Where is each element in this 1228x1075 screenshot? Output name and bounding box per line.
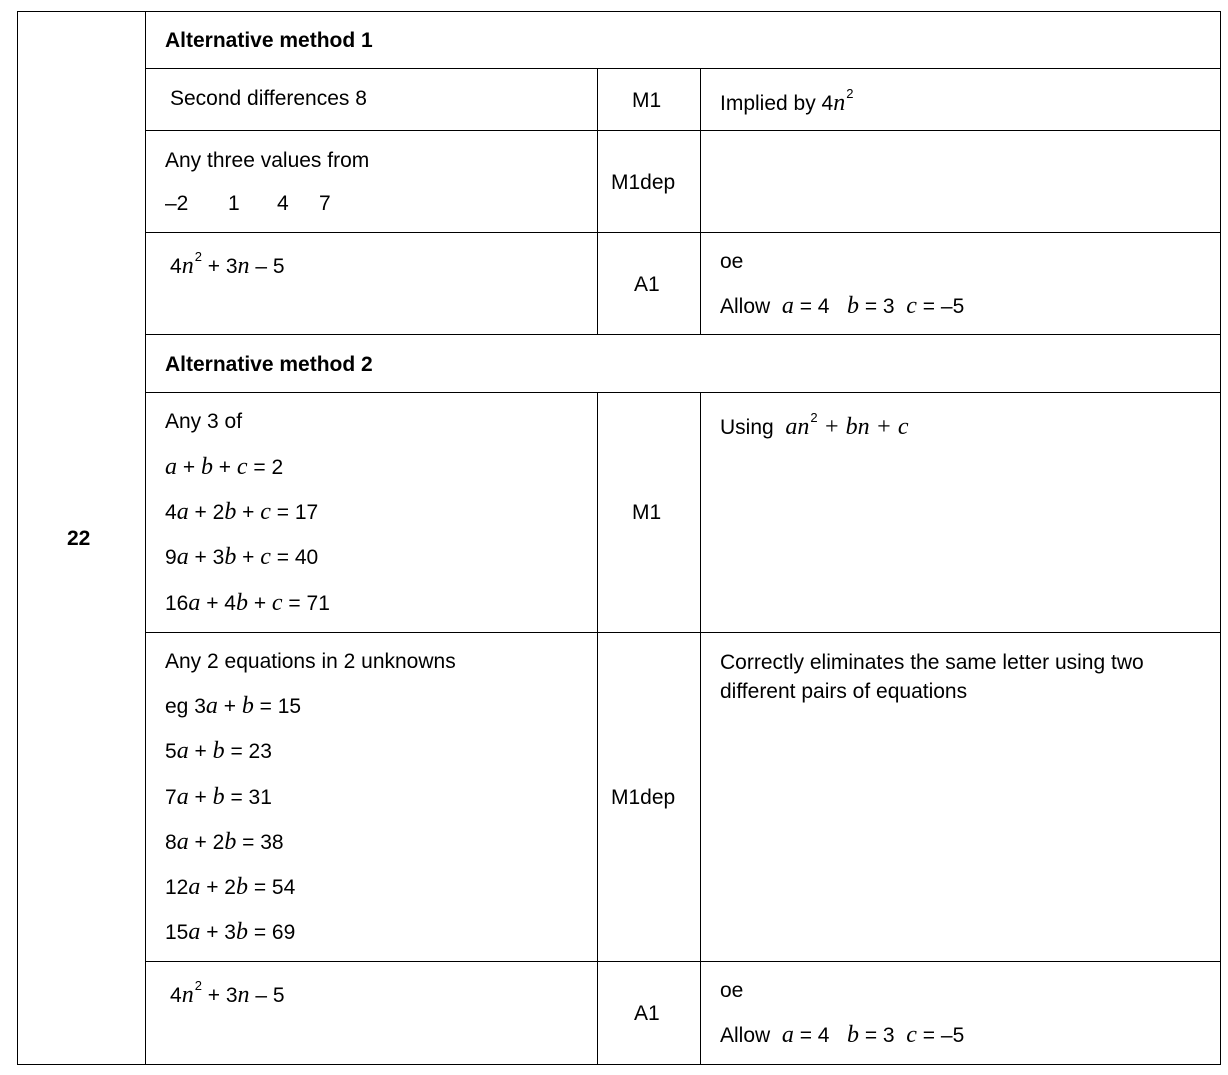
m1-row2-value: –2 [165, 192, 189, 215]
rhs: = 31 [224, 786, 272, 809]
m1-row3-work [170, 249, 285, 281]
var-c: c [236, 454, 248, 480]
m1-row2-work: Any three values from [165, 149, 370, 172]
coef: 4 [170, 255, 182, 278]
rhs: = 54 [247, 876, 296, 899]
var-a: a [176, 784, 189, 810]
m2-row1-eq: 4a + 2b + c = 17 [165, 499, 319, 525]
coef: 15 [165, 921, 189, 944]
term: – 5 [249, 984, 285, 1007]
var-b: b [847, 293, 859, 319]
var-c: c [260, 499, 271, 525]
m2-row2-eq [165, 694, 301, 719]
var-b: b [224, 829, 237, 855]
var-b: b [241, 693, 254, 719]
var-a: a [176, 544, 189, 570]
m2-row3-comment-oe: oe [720, 979, 744, 1002]
row-divider [145, 632, 1221, 633]
var-n: n [181, 982, 194, 1008]
var-b: b [200, 454, 213, 480]
rhs: = 17 [270, 501, 319, 524]
allow-label: Allow [720, 1024, 771, 1047]
m2-row2-eq [165, 785, 272, 810]
var-a: a [176, 738, 189, 764]
coef: + 4 [200, 592, 236, 615]
method1-heading: Alternative method 1 [165, 29, 373, 52]
coef: + [188, 740, 213, 763]
var-b: b [235, 590, 248, 616]
rhs: = 40 [270, 546, 319, 569]
coef: 9 [165, 546, 177, 569]
coef: 12 [165, 876, 189, 899]
row-divider [145, 130, 1221, 131]
coef: 4 [165, 501, 177, 524]
coef: + [217, 695, 242, 718]
m2-row3-mark: A1 [634, 1002, 660, 1025]
m2-row2-eq [165, 875, 295, 900]
coef: + 3 [188, 546, 225, 569]
value: = –5 [916, 295, 965, 318]
var-n: n [237, 253, 250, 279]
var-b: b [224, 544, 237, 570]
allow-label: Allow [720, 295, 771, 318]
coef: 5 [165, 740, 177, 763]
value: = 3 [859, 295, 895, 318]
table-border-left [17, 11, 18, 1065]
m1-row2-value: 7 [319, 192, 331, 215]
column-divider-comment [700, 68, 701, 335]
exponent: 2 [810, 410, 818, 425]
column-divider-question [145, 11, 146, 1065]
m2-row1-eq: a + b + c = 2 [165, 454, 284, 480]
m2-row2-intro: Any 2 equations in 2 unknowns [165, 650, 456, 673]
var-c: c [271, 590, 283, 616]
coef: 16 [165, 592, 189, 615]
coef: eg 3 [165, 695, 206, 718]
value: = –5 [916, 1024, 965, 1047]
exponent: 2 [194, 249, 202, 264]
value: = 4 [793, 1024, 830, 1047]
m1-row3-comment-oe: oe [720, 250, 744, 273]
m1-row1-mark: M1 [632, 89, 662, 112]
m2-row2-mark: M1dep [611, 786, 676, 809]
exponent: 2 [194, 978, 202, 993]
row-divider [145, 334, 1221, 335]
var-c: c [260, 544, 271, 570]
coef: + 2 [188, 501, 225, 524]
coef: + 3 [200, 921, 236, 944]
m2-row1-comment [720, 410, 909, 442]
var-a: a [781, 1022, 794, 1048]
question-number: 22 [67, 527, 91, 550]
method2-heading: Alternative method 2 [165, 353, 373, 376]
var-b: b [224, 499, 237, 525]
expression: + bn + c [823, 414, 909, 440]
row-divider [145, 961, 1221, 962]
value: = 3 [859, 1024, 895, 1047]
m1-row1-comment [720, 86, 854, 118]
rhs: = 15 [253, 695, 302, 718]
m1-row2-mark: M1dep [611, 171, 676, 194]
var-n: n [237, 982, 250, 1008]
coef: + 2 [200, 876, 236, 899]
comment-text: Using [720, 416, 774, 439]
column-divider-mark [597, 392, 598, 1065]
rhs: = 69 [247, 921, 296, 944]
m1-row2-value: 4 [277, 192, 289, 215]
value: = 4 [793, 295, 830, 318]
var-b: b [212, 738, 225, 764]
row-divider [145, 232, 1221, 233]
m2-row2-comment: Correctly eliminates the same letter using two different pairs of equations [720, 651, 1144, 703]
table-border-top [17, 11, 1221, 12]
coef: 4 [170, 984, 182, 1007]
var-b: b [212, 784, 225, 810]
var-a: a [188, 919, 201, 945]
m1-row1-work: Second differences 8 [170, 87, 367, 110]
var-a: a [188, 874, 201, 900]
var-b: b [235, 919, 248, 945]
var-a: a [781, 293, 794, 319]
var-n: n [833, 90, 846, 116]
var-a: a [205, 693, 218, 719]
var-n: n [181, 253, 194, 279]
term: + 3 [201, 984, 238, 1007]
column-divider-mark [597, 68, 598, 335]
table-border-bottom [17, 1064, 1221, 1065]
m1-row3-mark: A1 [634, 273, 660, 296]
var-a: a [176, 499, 189, 525]
var-b: b [235, 874, 248, 900]
m1-row3-comment-allow [720, 294, 964, 319]
var-a: a [176, 829, 189, 855]
m2-row1-mark: M1 [632, 501, 662, 524]
row-divider [145, 68, 1221, 69]
var-an: an [785, 414, 810, 440]
m2-row3-comment-allow [720, 1023, 964, 1048]
comment-text: Implied by 4 [720, 92, 834, 115]
m2-row1-intro: Any 3 of [165, 410, 243, 433]
m1-row2-value: 1 [228, 192, 240, 215]
m2-row1-eq: 16a + 4b + c = 71 [165, 590, 330, 616]
var-c: c [906, 1022, 917, 1048]
m2-row3-work [170, 978, 285, 1010]
column-divider-comment [700, 392, 701, 1065]
rhs: = 23 [224, 740, 272, 763]
m2-row2-eq [165, 830, 284, 855]
rhs: = 38 [236, 831, 284, 854]
m2-row2-eq [165, 739, 272, 764]
m2-row1-eq: 9a + 3b + c = 40 [165, 544, 319, 570]
term: + 3 [201, 255, 238, 278]
coef: 7 [165, 786, 177, 809]
rhs: = 2 [247, 456, 284, 479]
m2-row2-eq [165, 920, 295, 945]
rhs: = 71 [282, 592, 330, 615]
var-b: b [847, 1022, 859, 1048]
var-a: a [188, 590, 201, 616]
coef: + 2 [188, 831, 225, 854]
coef: + [188, 786, 213, 809]
var-a: a [165, 454, 177, 480]
term: – 5 [249, 255, 285, 278]
table-border-right [1220, 11, 1221, 1065]
coef: 8 [165, 831, 177, 854]
exponent: 2 [846, 86, 854, 101]
var-c: c [906, 293, 917, 319]
row-divider [145, 392, 1221, 393]
